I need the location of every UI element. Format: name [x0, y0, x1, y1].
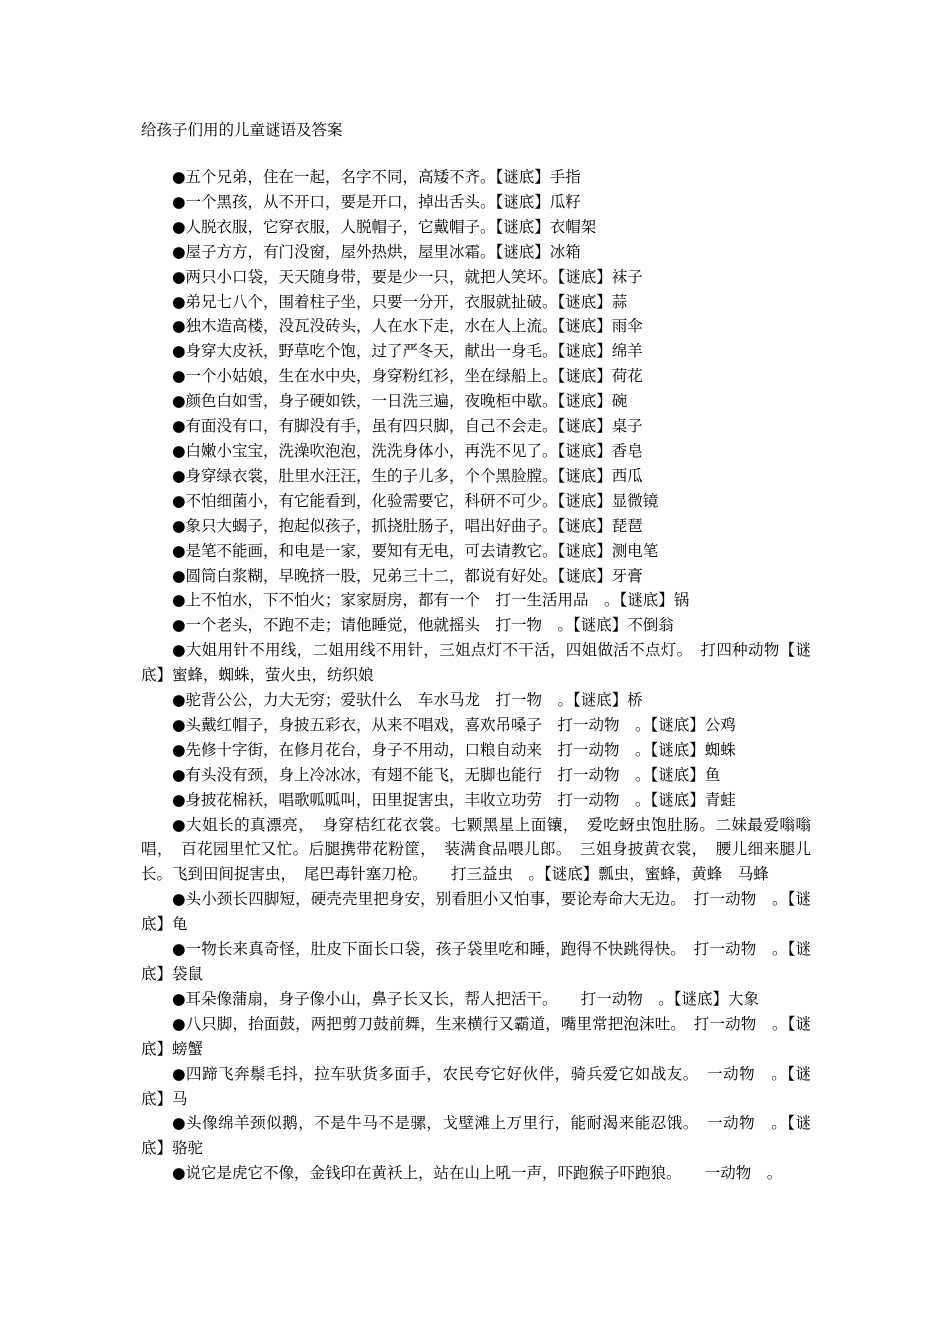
riddle-paragraph: ●一个老头，不跑不走；请他睡觉，他就摇头 打一物 。【谜底】不倒翁: [172, 616, 674, 635]
riddle-paragraph: ●弟兄七八个，围着柱子坐，只要一分开，衣服就扯破。【谜底】蒜: [172, 292, 628, 311]
riddle-paragraph: ●头小颈长四脚短，硬壳壳里把身安，别看胆小又怕事，要论寿命大无边。 打一动物 。【谜底】龟: [141, 890, 811, 934]
riddle-paragraph: ●不怕细菌小，有它能看到，化验需要它，科研不可少。【谜底】显微镜: [172, 491, 659, 510]
page-title: 给孩子们用的儿童谜语及答案: [141, 121, 343, 139]
riddle-paragraph: ●是笔不能画，和电是一家，要知有无电，可去请教它。【谜底】测电笔: [172, 541, 659, 560]
riddle-paragraph: ●身穿绿衣裳，肚里水汪汪，生的子儿多，个个黑脸膛。【谜底】西瓜: [172, 466, 643, 485]
riddle-paragraph: ●驼背公公，力大无穷；爱驮什么 车水马龙 打一物 。【谜底】桥: [172, 691, 643, 710]
riddle-paragraph: ●白嫩小宝宝，洗澡吹泡泡，洗洗身体小，再洗不见了。【谜底】香皂: [172, 441, 643, 460]
riddle-paragraph: ●一个小姑娘，生在水中央，身穿粉红衫，坐在绿船上。【谜底】荷花: [172, 367, 643, 386]
riddle-paragraph: ●人脱衣服，它穿衣服，人脱帽子，它戴帽子。【谜底】衣帽架: [172, 217, 597, 236]
riddle-list: [141, 165, 811, 1186]
riddle-paragraph: ●身穿大皮袄，野草吃个饱，过了严冬天，献出一身毛。【谜底】绵羊: [172, 342, 643, 361]
riddle-paragraph: ●独木造高楼，没瓦没砖头，人在水下走，水在人上流。【谜底】雨伞: [172, 317, 643, 336]
riddle-paragraph: ●有头没有颈，身上冷冰冰，有翅不能飞，无脚也能行 打一动物 。【谜底】鱼: [172, 765, 721, 784]
riddle-paragraph: ●大姐用针不用线，二姐用线不用针，三姐点灯不干活，四姐做活不点灯。 打四种动物【谜底】蜜蜂，蜘蛛，萤火虫，纺织娘: [141, 641, 811, 685]
riddle-paragraph: ●有面没有口，有脚没有手，虽有四只脚，自己不会走。【谜底】桌子: [172, 417, 643, 436]
riddle-paragraph: ●一物长来真奇怪，肚皮下面长口袋，孩子袋里吃和睡，跑得不快跳得快。 打一动物 。【谜底】袋鼠: [141, 940, 811, 983]
riddle-paragraph: ●上不怕水，下不怕火；家家厨房，都有一个 打一生活用品 。【谜底】锅: [172, 591, 690, 610]
riddle-paragraph: ●屋子方方，有门没窗，屋外热烘，屋里冰霜。【谜底】冰箱: [172, 242, 581, 261]
riddle-paragraph: ●颜色白如雪，身子硬如铁，一日洗三遍，夜晚柜中歇。【谜底】碗: [172, 392, 628, 411]
riddle-paragraph: ●五个兄弟，住在一起，名字不同，高矮不齐。【谜底】手指: [172, 168, 581, 186]
riddle-paragraph: ●四蹄飞奔鬃毛抖，拉车驮货多面手，农民夸它好伙伴，骑兵爱它如战友。 一动物 。【谜底】马: [141, 1064, 811, 1108]
riddle-paragraph: ●大姐长的真漂亮， 身穿桔红花衣裳。七颗黑星上面镶， 爱吃蚜虫饱肚肠。二妹最爱嗡嗡唱， 百花园里忙又忙。后腿携带花粉筐， 装满食品喂儿郎。 三姐身披黄衣裳， 腰儿细来腿儿长。飞到田间捉害虫， 尾巴毒针塞刀枪。 打三益虫 。【谜底】瓢虫，蜜蜂，黄蜂 马蜂: [141, 815, 811, 884]
riddle-paragraph: ●身披花棉袄，唱歌呱呱叫，田里捉害虫，丰收立功劳 打一动物 。【谜底】青蛙: [172, 790, 736, 809]
riddle-paragraph: ●先修十字街，在修月花台，身子不用动，口粮自动来 打一动物 。【谜底】蜘蛛: [172, 740, 736, 759]
riddle-paragraph: ●耳朵像蒲扇，身子像小山，鼻子长又长，帮人把活干。 打一动物 。【谜底】大象: [172, 989, 760, 1008]
riddle-paragraph: ●说它是虎它不像，金钱印在黄袄上，站在山上吼一声，吓跑猴子吓跑狼。 一动物 。: [172, 1164, 783, 1183]
riddle-paragraph: ●圆筒白浆糊，早晚挤一股，兄弟三十二，都说有好处。【谜底】牙膏: [172, 566, 643, 585]
riddle-paragraph: ●八只脚，抬面鼓，两把剪刀鼓前舞，生来横行又霸道，嘴里常把泡沫吐。 打一动物 。【谜底】螃蟹: [141, 1014, 811, 1058]
riddle-paragraph: ●头戴红帽子，身披五彩衣，从来不唱戏，喜欢吊嗓子 打一动物 。【谜底】公鸡: [172, 715, 736, 734]
riddle-paragraph: ●象只大蝎子，抱起似孩子，抓挠肚肠子，唱出好曲子。【谜底】琵琶: [172, 516, 643, 535]
riddle-paragraph: ●头像绵羊颈似鹅，不是牛马不是骡，戈壁滩上万里行，能耐渴来能忍饿。 一动物 。【谜底】骆驼: [141, 1114, 811, 1158]
riddle-paragraph: ●两只小口袋，天天随身带，要是少一只，就把人笑坏。【谜底】袜子: [172, 267, 643, 286]
riddle-paragraph: ●一个黑孩，从不开口，要是开口，掉出舌头。【谜底】瓜籽: [172, 192, 581, 211]
